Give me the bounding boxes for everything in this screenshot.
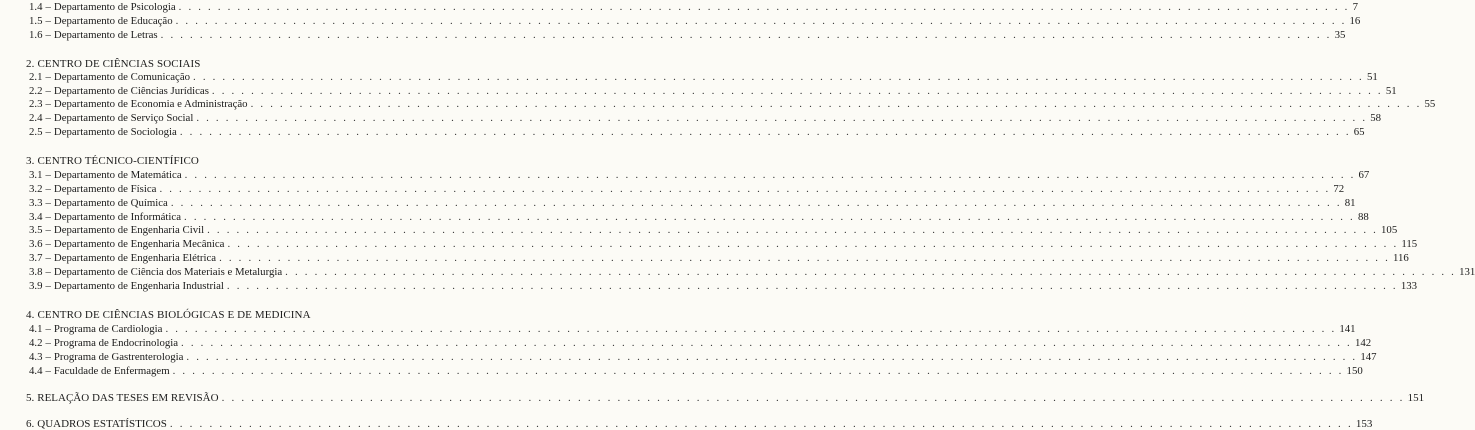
toc-entry-number: 3.6: [29, 238, 43, 250]
toc-entry-label: Departamento de Educação: [53, 15, 173, 27]
section-title: CENTRO TÉCNICO-CIENTÍFICO: [37, 155, 199, 167]
toc-entry-number: 3.8: [29, 266, 43, 278]
dot-leader: . . . . . . . . . . . . . . . . . . . . . . . . . . . . . . . . . . . . . . . . . . . . . . . . . . . . . . . . . . . . . . . . . . . . . . . . . . . . . . . . . . . . . . . . . . . . . . . . . . . . . . . . . . . . . . . . . . . . . . . .: [159, 183, 1331, 195]
section-number: 2.: [26, 58, 35, 70]
toc-entry-page-number: 105: [1381, 224, 1398, 236]
toc-entry-page-number: 55: [1424, 98, 1436, 110]
toc-entry-number: 2.1: [29, 71, 43, 83]
toc-entry: [29, 211, 1369, 223]
toc-entry-page-number: 51: [1366, 71, 1378, 83]
toc-entry-separator: –: [45, 71, 51, 83]
dot-leader: . . . . . . . . . . . . . . . . . . . . . . . . . . . . . . . . . . . . . . . . . . . . . . . . . . . . . . . . . . . . . . . . . . . . . . . . . . . . . . . . . . . . . . . . . . . . . . . . . . . . . . . . . . . . . . . . . . . . . . . .: [250, 98, 1422, 110]
dot-leader: . . . . . . . . . . . . . . . . . . . . . . . . . . . . . . . . . . . . . . . . . . . . . . . . . . . . . . . . . . . . . . . . . . . . . . . . . . . . . . . . . . . . . . . . . . . . . . . . . . . . . . . . . . . . . . . . . . . . . . . .: [285, 266, 1457, 278]
toc-entry-page-number: 67: [1358, 169, 1370, 181]
dot-leader: . . . . . . . . . . . . . . . . . . . . . . . . . . . . . . . . . . . . . . . . . . . . . . . . . . . . . . . . . . . . . . . . . . . . . . . . . . . . . . . . . . . . . . . . . . . . . . . . . . . . . . . . . . . . . . . . . . . . . . . .: [193, 71, 1364, 83]
section-heading: [26, 155, 199, 167]
dot-leader: . . . . . . . . . . . . . . . . . . . . . . . . . . . . . . . . . . . . . . . . . . . . . . . . . . . . . . . . . . . . . . . . . . . . . . . . . . . . . . . . . . . . . . . . . . . . . . . . . . . . . . . . . . . . . . . . . . . . . . . .: [196, 112, 1368, 124]
toc-entry: [29, 224, 1398, 236]
toc-entry-label: Departamento de Psicologia: [53, 1, 176, 13]
toc-entry-page-number: 131: [1459, 266, 1475, 278]
toc-entry-separator: –: [45, 169, 51, 181]
toc-entry: [29, 126, 1365, 138]
toc-entry-page-number: 35: [1334, 29, 1346, 41]
toc-entry-number: 3.7: [29, 252, 43, 264]
section-number: 4.: [26, 309, 35, 321]
toc-entry-number: 2.3: [29, 98, 43, 110]
toc-entry-page-number: 65: [1353, 126, 1365, 138]
toc-entry-number: 3.3: [29, 197, 43, 209]
toc-entry: [29, 323, 1356, 335]
toc-entry-number: 4.2: [29, 337, 43, 349]
toc-entry: [29, 1, 1358, 13]
toc-entry-page-number: 147: [1360, 351, 1377, 363]
toc-entry: [29, 169, 1370, 181]
dot-leader: . . . . . . . . . . . . . . . . . . . . . . . . . . . . . . . . . . . . . . . . . . . . . . . . . . . . . . . . . . . . . . . . . . . . . . . . . . . . . . . . . . . . . . . . . . . . . . . . . . . . . . . . . . . . . . . . . . . . . . . .: [227, 238, 1399, 250]
toc-entry-separator: –: [45, 98, 51, 110]
toc-entry-label: Programa de Endocrinologia: [53, 337, 179, 349]
toc-section-entry: [26, 392, 1425, 404]
toc-entry-label: Departamento de Economia e Administração: [53, 98, 248, 110]
toc-entry-label: Departamento de Sociologia: [53, 126, 177, 138]
toc-entry-page-number: 58: [1370, 112, 1382, 124]
toc-entry-page-number: 150: [1346, 365, 1363, 377]
toc-entry-page-number: 142: [1354, 337, 1372, 349]
section-number: 5.: [26, 392, 35, 404]
toc-entry-label: Departamento de Química: [53, 197, 168, 209]
toc-entry-label: Departamento de Física: [53, 183, 157, 195]
toc-entry-label: Departamento de Matemática: [53, 169, 182, 181]
toc-entry-page-number: 72: [1333, 183, 1345, 195]
dot-leader: . . . . . . . . . . . . . . . . . . . . . . . . . . . . . . . . . . . . . . . . . . . . . . . . . . . . . . . . . . . . . . . . . . . . . . . . . . . . . . . . . . . . . . . . . . . . . . . . . . . . . . . . . . . . . . . . . . . . . . . .: [226, 280, 1398, 292]
toc-entry-separator: –: [45, 224, 51, 236]
toc-entry-separator: –: [45, 323, 51, 335]
toc-entry: [29, 238, 1418, 250]
section-title: CENTRO DE CIÊNCIAS SOCIAIS: [37, 58, 201, 70]
section-title: RELAÇÃO DAS TESES EM REVISÃO: [37, 392, 219, 404]
toc-entry-separator: –: [45, 365, 51, 377]
toc-entry-page-number: 16: [1349, 15, 1361, 27]
dot-leader: . . . . . . . . . . . . . . . . . . . . . . . . . . . . . . . . . . . . . . . . . . . . . . . . . . . . . . . . . . . . . . . . . . . . . . . . . . . . . . . . . . . . . . . . . . . . . . . . . . . . . . . . . . . . . . . . . . . . . . . .: [181, 337, 1352, 349]
toc-entry-label: Departamento de Engenharia Elétrica: [53, 252, 217, 264]
dot-leader: . . . . . . . . . . . . . . . . . . . . . . . . . . . . . . . . . . . . . . . . . . . . . . . . . . . . . . . . . . . . . . . . . . . . . . . . . . . . . . . . . . . . . . . . . . . . . . . . . . . . . . . . . . . . . . . . . . . . . . . .: [170, 197, 1342, 209]
toc-entry-separator: –: [45, 351, 51, 363]
toc-entry-separator: –: [45, 126, 51, 138]
toc-entry: [29, 252, 1409, 264]
dot-leader: . . . . . . . . . . . . . . . . . . . . . . . . . . . . . . . . . . . . . . . . . . . . . . . . . . . . . . . . . . . . . . . . . . . . . . . . . . . . . . . . . . . . . . . . . . . . . . . . . . . . . . . . . . . . . . . . . . . . . . . .: [178, 1, 1350, 13]
toc-entry: [29, 29, 1346, 41]
toc-entry: [29, 15, 1361, 27]
toc-entry: [29, 98, 1436, 110]
toc-entry-number: 3.2: [29, 183, 43, 195]
dot-leader: . . . . . . . . . . . . . . . . . . . . . . . . . . . . . . . . . . . . . . . . . . . . . . . . . . . . . . . . . . . . . . . . . . . . . . . . . . . . . . . . . . . . . . . . . . . . . . . . . . . . . . . . . . . . . . . . . . . . . . . .: [184, 211, 1355, 223]
toc-entry-number: 2.2: [29, 85, 43, 97]
toc-entry: [29, 71, 1378, 83]
toc-entry-page-number: 51: [1385, 85, 1397, 97]
toc-entry-label: Departamento de Letras: [53, 29, 158, 41]
toc-entry-page-number: 115: [1401, 238, 1418, 250]
toc-entry-page-number: 141: [1339, 323, 1356, 335]
toc-entry-separator: –: [45, 197, 51, 209]
dot-leader: . . . . . . . . . . . . . . . . . . . . . . . . . . . . . . . . . . . . . . . . . . . . . . . . . . . . . . . . . . . . . . . . . . . . . . . . . . . . . . . . . . . . . . . . . . . . . . . . . . . . . . . . . . . . . . . . . . . . . . . .: [169, 418, 1353, 430]
toc-entry-number: 4.4: [29, 365, 43, 377]
toc-entry-page-number: 116: [1393, 252, 1409, 264]
toc-entry-page-number: 133: [1400, 280, 1418, 292]
toc-entry-separator: –: [45, 183, 51, 195]
section-heading: [26, 309, 311, 321]
toc-entry-separator: –: [45, 211, 51, 223]
section-title: CENTRO DE CIÊNCIAS BIOLÓGICAS E DE MEDICINA: [37, 309, 311, 321]
toc-entry-number: 3.1: [29, 169, 43, 181]
toc-entry-separator: –: [45, 85, 51, 97]
toc-entry-separator: –: [45, 266, 51, 278]
toc-entry-number: 4.3: [29, 351, 43, 363]
toc-entry-number: 1.4: [29, 1, 43, 13]
toc-entry-separator: –: [45, 112, 51, 124]
toc-entry: [29, 266, 1475, 278]
toc-entry: [29, 337, 1372, 349]
toc-entry-number: 3.4: [29, 211, 43, 223]
section-number: 6.: [26, 418, 35, 430]
toc-section-entry: [26, 418, 1373, 430]
toc-entry-page-number: 153: [1355, 418, 1373, 430]
toc-entry-page-number: 88: [1357, 211, 1369, 223]
toc-entry-page-number: 151: [1407, 392, 1425, 404]
toc-entry: [29, 280, 1418, 292]
toc-entry-label: Programa de Cardiologia: [53, 323, 163, 335]
toc-entry-label: Departamento de Informática: [53, 211, 182, 223]
toc-entry-label: Departamento de Engenharia Civil: [53, 224, 205, 236]
toc-entry-page-number: 81: [1344, 197, 1356, 209]
toc-entry: [29, 85, 1397, 97]
dot-leader: . . . . . . . . . . . . . . . . . . . . . . . . . . . . . . . . . . . . . . . . . . . . . . . . . . . . . . . . . . . . . . . . . . . . . . . . . . . . . . . . . . . . . . . . . . . . . . . . . . . . . . . . . . . . . . . . . . . . . . . .: [221, 392, 1405, 404]
toc-entry-number: 2.5: [29, 126, 43, 138]
toc-entry-label: Departamento de Ciência dos Materiais e Metalurgia: [53, 266, 283, 278]
section-heading: [26, 58, 200, 70]
toc-entry: [29, 112, 1382, 124]
toc-entry: [29, 365, 1363, 377]
toc-entry-separator: –: [45, 238, 51, 250]
toc-entry-label: Departamento de Engenharia Mecânica: [53, 238, 225, 250]
toc-entry: [29, 183, 1345, 195]
toc-entry-separator: –: [45, 15, 51, 27]
dot-leader: . . . . . . . . . . . . . . . . . . . . . . . . . . . . . . . . . . . . . . . . . . . . . . . . . . . . . . . . . . . . . . . . . . . . . . . . . . . . . . . . . . . . . . . . . . . . . . . . . . . . . . . . . . . . . . . . . . . . . . . .: [207, 224, 1379, 236]
dot-leader: . . . . . . . . . . . . . . . . . . . . . . . . . . . . . . . . . . . . . . . . . . . . . . . . . . . . . . . . . . . . . . . . . . . . . . . . . . . . . . . . . . . . . . . . . . . . . . . . . . . . . . . . . . . . . . . . . . . . . . . .: [172, 365, 1344, 377]
toc-entry-separator: –: [45, 252, 51, 264]
toc-entry-separator: –: [45, 337, 51, 349]
dot-leader: . . . . . . . . . . . . . . . . . . . . . . . . . . . . . . . . . . . . . . . . . . . . . . . . . . . . . . . . . . . . . . . . . . . . . . . . . . . . . . . . . . . . . . . . . . . . . . . . . . . . . . . . . . . . . . . . . . . . . . . .: [175, 15, 1347, 27]
toc-entry-number: 4.1: [29, 323, 43, 335]
toc-entry-separator: –: [45, 280, 51, 292]
toc-entry-label: Departamento de Serviço Social: [53, 112, 194, 124]
toc-entry: [29, 351, 1377, 363]
toc-entry-separator: –: [45, 29, 51, 41]
dot-leader: . . . . . . . . . . . . . . . . . . . . . . . . . . . . . . . . . . . . . . . . . . . . . . . . . . . . . . . . . . . . . . . . . . . . . . . . . . . . . . . . . . . . . . . . . . . . . . . . . . . . . . . . . . . . . . . . . . . . . . . .: [219, 252, 1390, 264]
toc-entry-number: 1.5: [29, 15, 43, 27]
dot-leader: . . . . . . . . . . . . . . . . . . . . . . . . . . . . . . . . . . . . . . . . . . . . . . . . . . . . . . . . . . . . . . . . . . . . . . . . . . . . . . . . . . . . . . . . . . . . . . . . . . . . . . . . . . . . . . . . . . . . . . . .: [165, 323, 1337, 335]
toc-entry-separator: –: [45, 1, 51, 13]
toc-entry-number: 3.5: [29, 224, 43, 236]
toc-entry-label: Programa de Gastrenterologia: [53, 351, 184, 363]
toc-entry-number: 1.6: [29, 29, 43, 41]
toc-entry-number: 2.4: [29, 112, 43, 124]
toc-entry-label: Departamento de Ciências Jurídicas: [53, 85, 209, 97]
toc-entry-number: 3.9: [29, 280, 43, 292]
dot-leader: . . . . . . . . . . . . . . . . . . . . . . . . . . . . . . . . . . . . . . . . . . . . . . . . . . . . . . . . . . . . . . . . . . . . . . . . . . . . . . . . . . . . . . . . . . . . . . . . . . . . . . . . . . . . . . . . . . . . . . . .: [186, 351, 1358, 363]
dot-leader: . . . . . . . . . . . . . . . . . . . . . . . . . . . . . . . . . . . . . . . . . . . . . . . . . . . . . . . . . . . . . . . . . . . . . . . . . . . . . . . . . . . . . . . . . . . . . . . . . . . . . . . . . . . . . . . . . . . . . . . .: [179, 126, 1351, 138]
section-title: QUADROS ESTATÍSTICOS: [37, 418, 167, 430]
dot-leader: . . . . . . . . . . . . . . . . . . . . . . . . . . . . . . . . . . . . . . . . . . . . . . . . . . . . . . . . . . . . . . . . . . . . . . . . . . . . . . . . . . . . . . . . . . . . . . . . . . . . . . . . . . . . . . . . . . . . . . . .: [211, 85, 1383, 97]
toc-entry: [29, 197, 1356, 209]
dot-leader: . . . . . . . . . . . . . . . . . . . . . . . . . . . . . . . . . . . . . . . . . . . . . . . . . . . . . . . . . . . . . . . . . . . . . . . . . . . . . . . . . . . . . . . . . . . . . . . . . . . . . . . . . . . . . . . . . . . . . . . .: [184, 169, 1356, 181]
toc-entry-label: Departamento de Comunicação: [53, 71, 191, 83]
toc-entry-label: Faculdade de Enfermagem: [53, 365, 170, 377]
dot-leader: . . . . . . . . . . . . . . . . . . . . . . . . . . . . . . . . . . . . . . . . . . . . . . . . . . . . . . . . . . . . . . . . . . . . . . . . . . . . . . . . . . . . . . . . . . . . . . . . . . . . . . . . . . . . . . . . . . . . . . . .: [160, 29, 1332, 41]
toc-entry-page-number: 7: [1352, 1, 1358, 13]
section-number: 3.: [26, 155, 35, 167]
toc-entry-label: Departamento de Engenharia Industrial: [53, 280, 224, 292]
